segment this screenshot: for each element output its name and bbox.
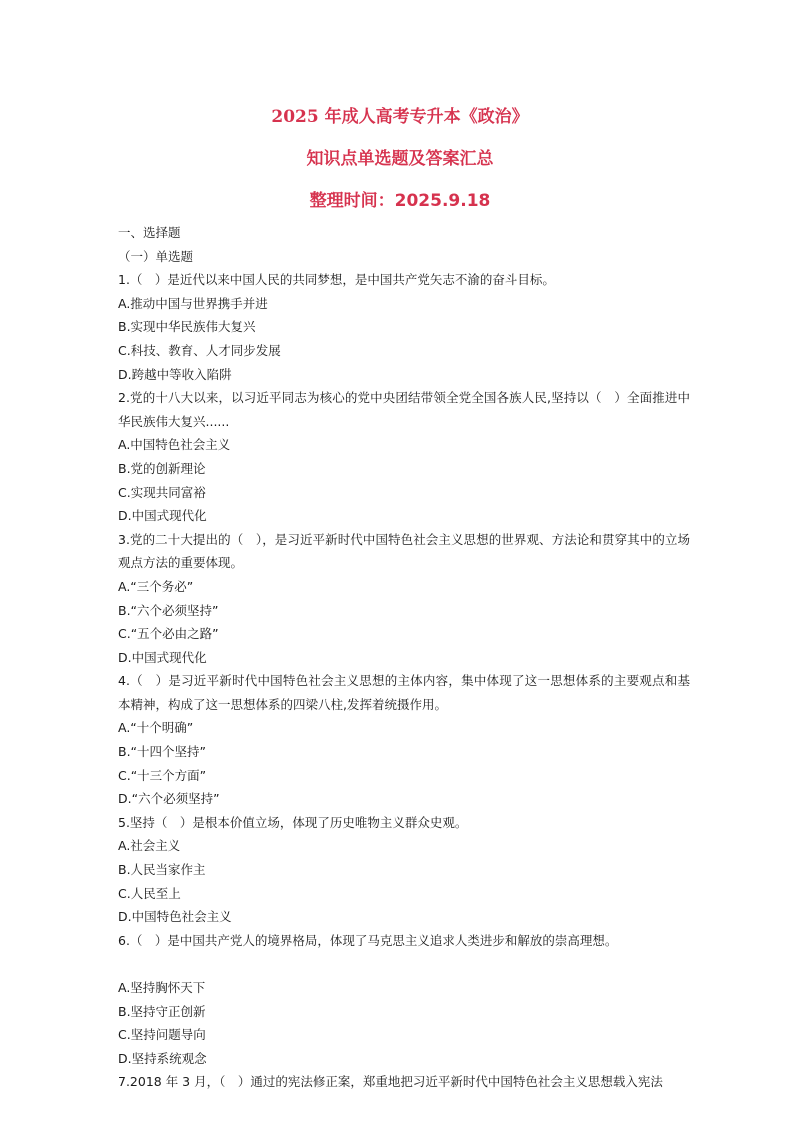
document-subtitle: 知识点单选题及答案汇总: [306, 149, 494, 169]
question-option: A.“十个明确”: [118, 720, 194, 736]
question-stem: 2.党的十八大以来，以习近平同志为核心的党中央团结带领全党全国各族人民,坚持以（ ）全面推进中华民族伟大复兴......: [118, 390, 690, 429]
question-stem: 5.坚持（ ）是根本价值立场，体现了历史唯物主义群众史观。: [118, 814, 468, 830]
question-option: D.坚持系统观念: [118, 1050, 207, 1066]
question-stem: 4.（ ）是习近平新时代中国特色社会主义思想的主体内容，集中体现了这一思想体系的主要观点和基本精神，构成了这一思想体系的四梁八柱,发挥着统摄作用。: [118, 673, 690, 712]
question-stem: 7.2018 年 3 月，（ ）通过的宪法修正案，郑重地把习近平新时代中国特色社会主义思想载入宪法: [118, 1074, 663, 1090]
question-option: B.坚持守正创新: [118, 1003, 206, 1019]
section-heading: 一、选择题: [118, 225, 181, 240]
compile-date: 整理时间：2025.9.18: [309, 191, 491, 211]
question-option: B.实现中华民族伟大复兴: [118, 319, 256, 335]
question-option: D.中国式现代化: [118, 649, 207, 665]
question-option: C.坚持问题导向: [118, 1027, 206, 1043]
question-option: D.“六个必须坚持”: [118, 791, 220, 807]
question-option: A.社会主义: [118, 838, 181, 854]
question-option: B.“十四个坚持”: [118, 744, 207, 760]
document-title: 2025 年成人高考专升本《政治》: [271, 107, 529, 127]
question-option: D.跨越中等收入陷阱: [118, 366, 232, 382]
question-option: B.“六个必须坚持”: [118, 602, 219, 618]
question-option: B.党的创新理论: [118, 460, 206, 476]
question-stem: 1.（ ）是近代以来中国人民的共同梦想，是中国共产党矢志不渝的奋斗目标。: [118, 272, 555, 288]
section-subheading: （一）单选题: [118, 248, 194, 264]
question-stem: 3.党的二十大提出的（ ），是习近平新时代中国特色社会主义思想的世界观、方法论和贯穿其中的立场观点方法的重要体现。: [118, 531, 690, 571]
question-option: A.坚持胸怀天下: [118, 980, 206, 995]
question-option: C.“五个必由之路”: [118, 626, 219, 642]
question-stem: 6.（ ）是中国共产党人的境界格局，体现了马克思主义追求人类进步和解放的崇高理想。: [118, 932, 618, 948]
question-option: A.“三个务必”: [118, 578, 194, 594]
question-option: D.中国式现代化: [118, 508, 207, 524]
question-option: C.人民至上: [118, 885, 181, 901]
question-option: D.中国特色社会主义: [118, 909, 232, 925]
document-title-block: [0, 106, 800, 232]
question-option: A.推动中国与世界携手并进: [118, 295, 268, 311]
question-option: C.科技、教育、人才同步发展: [118, 342, 281, 358]
question-option: A.中国特色社会主义: [118, 437, 231, 453]
question-option: B.人民当家作主: [118, 862, 206, 878]
question-option: C.“十三个方面”: [118, 767, 207, 783]
question-option: C.实现共同富裕: [118, 484, 206, 500]
document-body: [118, 221, 690, 1118]
